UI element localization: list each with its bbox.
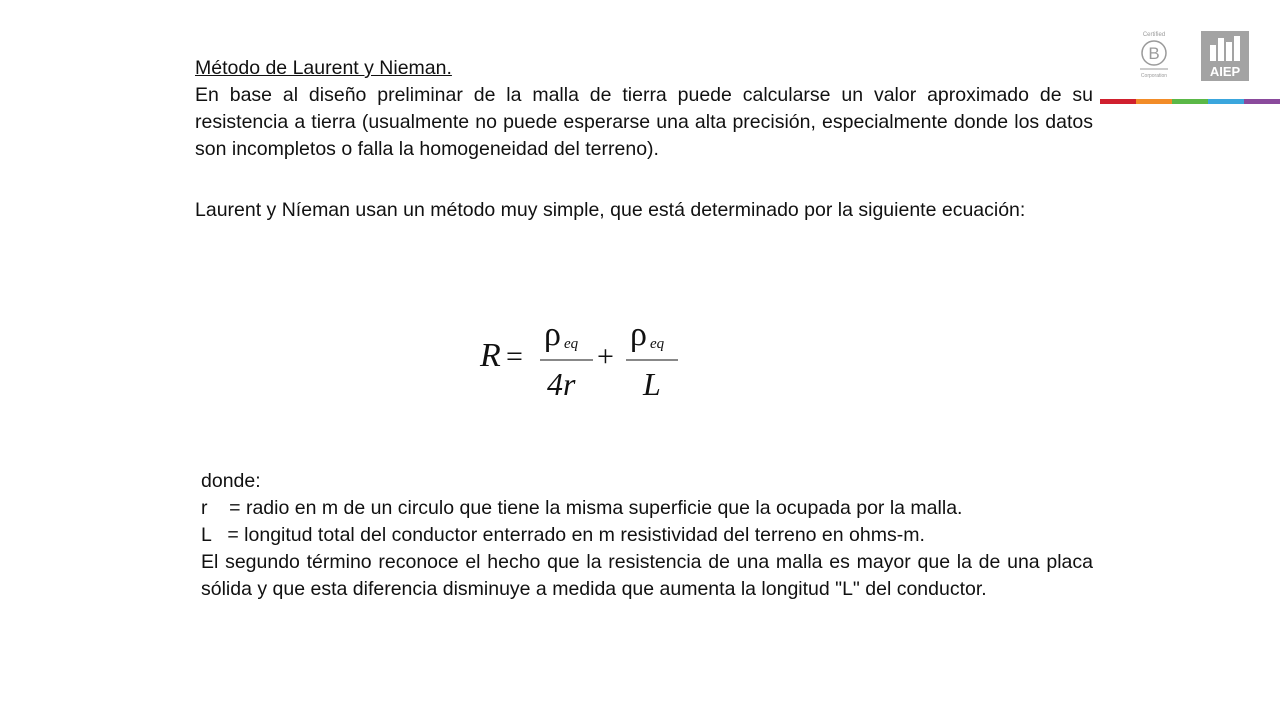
color-bar-orange bbox=[1136, 99, 1172, 104]
aiep-logo bbox=[1201, 31, 1249, 81]
equation-lhs: R bbox=[480, 337, 501, 374]
equation-den-1: 4r bbox=[547, 366, 576, 402]
bcorp-bottom-text: Corporation bbox=[1140, 73, 1168, 79]
resistance-equation bbox=[470, 305, 700, 415]
intro-paragraph: En base al diseño preliminar de la malla de tierra puede calcularse un valor aproximado de su resistencia a tierra (usualmente no puede esperarse una alta precisión, especialmente donde los datos son incompletos o falla la homogeneidad del terreno). bbox=[195, 84, 1093, 160]
aiep-logo-text: AIEP bbox=[1209, 64, 1241, 79]
section-heading: Método de Laurent y Nieman. bbox=[195, 57, 452, 79]
aiep-buildings-icon bbox=[1210, 36, 1240, 61]
equation-rho-2: ρ bbox=[630, 316, 647, 353]
equation-sub-1: eq bbox=[564, 336, 579, 352]
equation-equals: = bbox=[506, 340, 523, 373]
bcorp-top-text: Certified bbox=[1142, 32, 1166, 38]
color-bar-blue bbox=[1208, 99, 1244, 104]
equation-den-2: L bbox=[643, 366, 661, 402]
definitions-label: donde: bbox=[201, 470, 261, 492]
definitions-section bbox=[201, 468, 1093, 603]
definition-r: r = radio en m de un circulo que tiene la misma superficie que la ocupada por la malla. bbox=[201, 497, 963, 519]
method-paragraph: Laurent y Níeman usan un método muy simple, que está determinado por la siguiente ecuación: bbox=[195, 199, 1026, 221]
equation-rho-1: ρ bbox=[544, 316, 561, 353]
equation-sub-2: eq bbox=[650, 336, 665, 352]
equation-plus: + bbox=[597, 340, 614, 373]
color-bar-green bbox=[1172, 99, 1208, 104]
bcorp-letter: B bbox=[1148, 44, 1160, 63]
color-bar-red bbox=[1100, 99, 1136, 104]
brand-color-bar bbox=[1100, 99, 1280, 104]
definition-L: L = longitud total del conductor enterrado en m resistividad del terreno en ohms-m. bbox=[201, 524, 925, 546]
bcorp-logo bbox=[1134, 28, 1174, 82]
closing-paragraph: El segundo término reconoce el hecho que la resistencia de una malla es mayor que la de una placa sólida y que esta diferencia disminuye a medida que aumenta la longitud "L" del conductor. bbox=[201, 551, 1093, 600]
color-bar-purple bbox=[1244, 99, 1280, 104]
intro-section bbox=[195, 55, 1093, 163]
